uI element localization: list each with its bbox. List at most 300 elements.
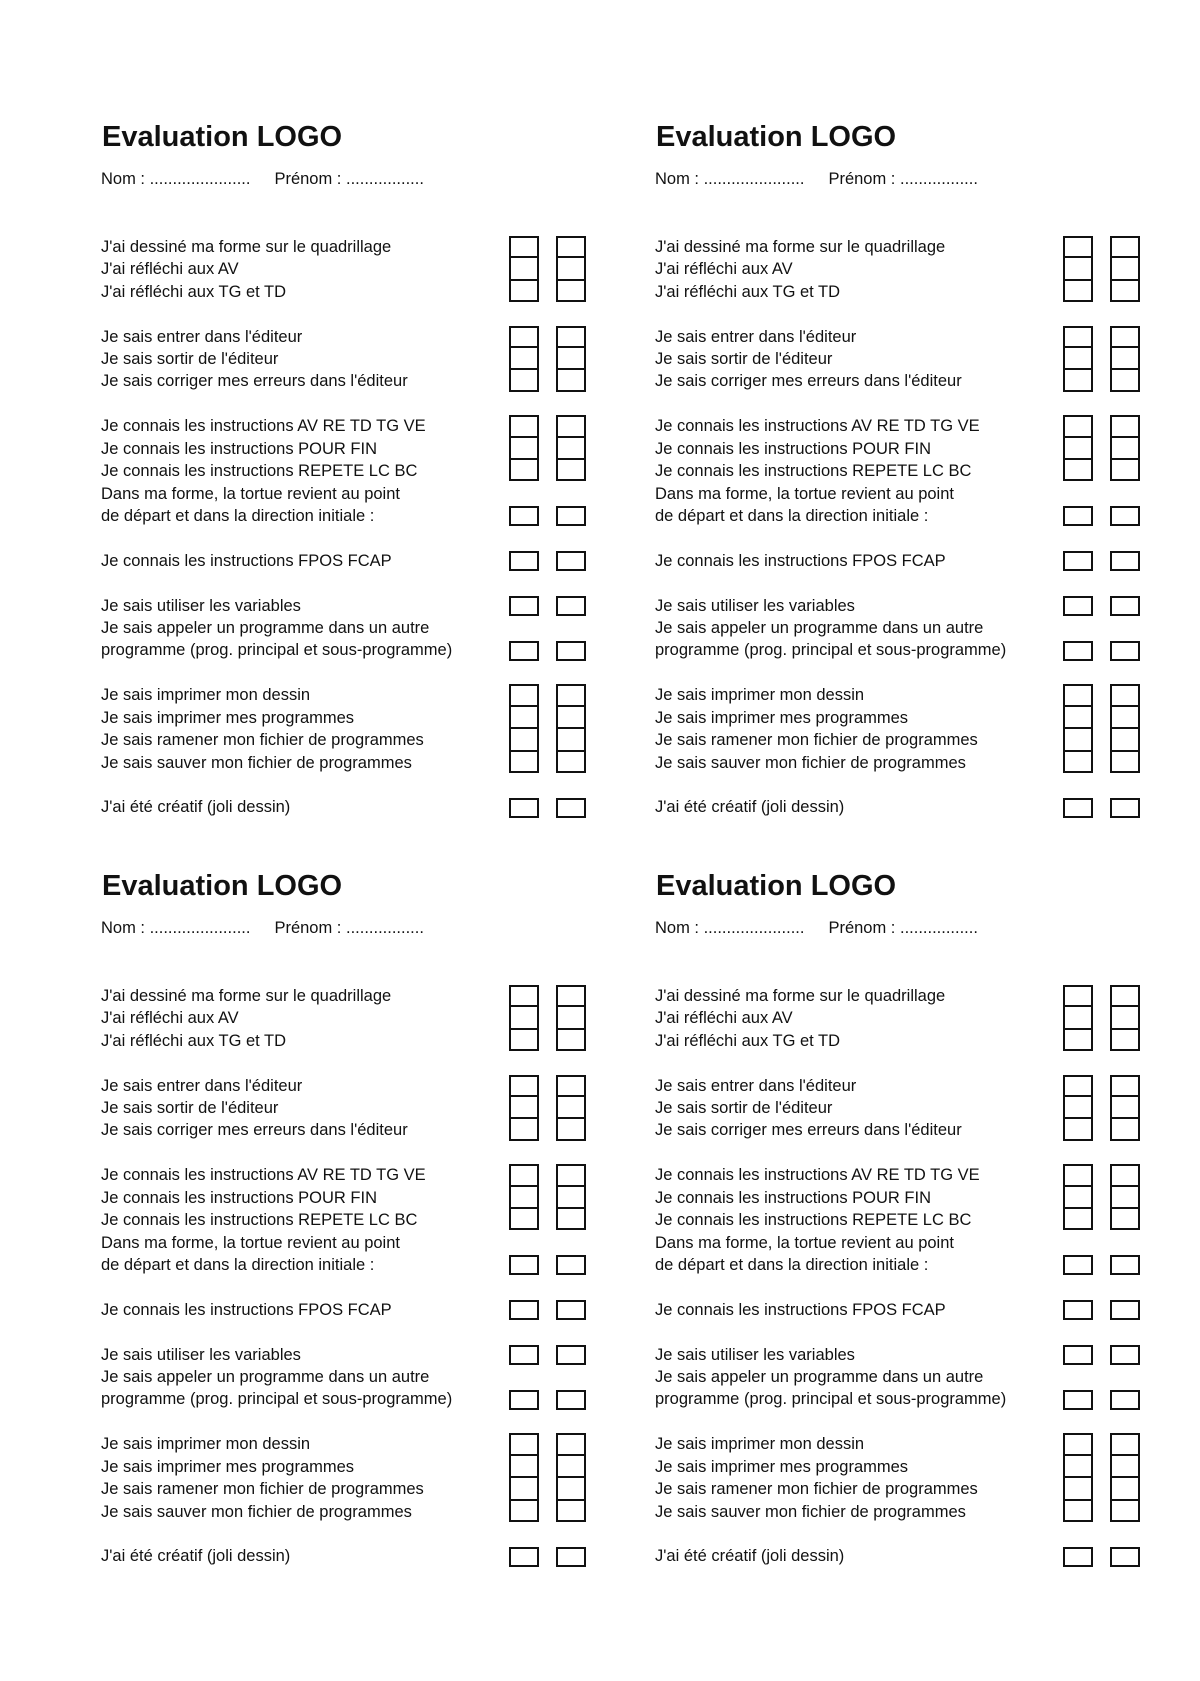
criterion-row: [101, 1007, 621, 1029]
checkbox-teacher[interactable]: [1110, 1478, 1140, 1501]
criterion-label: Dans ma forme, la tortue revient au point: [101, 484, 400, 503]
checkbox-teacher[interactable]: [1110, 1345, 1140, 1365]
checkbox-teacher[interactable]: [556, 1164, 586, 1187]
criterion-row: [101, 460, 621, 482]
checkbox-self[interactable]: [1063, 1007, 1093, 1030]
prenom-field[interactable]: Prénom : .................: [828, 919, 978, 937]
checkbox-teacher[interactable]: [556, 281, 586, 302]
criterion-label: de départ et dans la direction initiale :: [101, 506, 375, 525]
checkbox-self[interactable]: [509, 506, 539, 526]
checkbox-self[interactable]: [1063, 1478, 1093, 1501]
criterion-label: Je sais corriger mes erreurs dans l'éditeur: [101, 1121, 408, 1140]
criterion-label: Je connais les instructions AV RE TD TG VE: [655, 1166, 980, 1185]
criterion-row: [655, 729, 1175, 751]
criterion-row: [101, 985, 621, 1007]
criterion-label: J'ai réfléchi aux TG et TD: [655, 1031, 841, 1050]
checkbox-self[interactable]: [509, 684, 539, 707]
criterion-label: Je connais les instructions REPETE LC BC: [101, 1211, 418, 1230]
criterion-row: [655, 415, 1175, 437]
card-title: Evaluation LOGO: [102, 121, 343, 153]
checkbox-teacher[interactable]: [556, 1030, 586, 1051]
criterion-label: Je sais sauver mon fichier de programmes: [655, 753, 966, 772]
checkbox-self[interactable]: [1063, 1164, 1093, 1187]
criterion-row: [101, 550, 621, 572]
criteria-group: [655, 595, 1175, 662]
criterion-label: Je sais appeler un programme dans un autre: [101, 1368, 430, 1387]
checkbox-self[interactable]: [1063, 1255, 1093, 1275]
checkbox-teacher[interactable]: [1110, 1187, 1140, 1210]
checkbox-self[interactable]: [1063, 641, 1093, 661]
checkbox-self[interactable]: [509, 460, 539, 481]
checkbox-teacher[interactable]: [1110, 1209, 1140, 1230]
criterion-label: Je connais les instructions FPOS FCAP: [655, 1300, 946, 1319]
criterion-label: Je connais les instructions FPOS FCAP: [101, 1300, 392, 1319]
criterion-row: [101, 1209, 621, 1231]
checkbox-teacher[interactable]: [1110, 1097, 1140, 1120]
criterion-label: Je connais les instructions POUR FIN: [655, 1188, 932, 1207]
checkbox-teacher[interactable]: [556, 1478, 586, 1501]
criterion-row: [655, 1187, 1175, 1209]
criterion-label: Je sais corriger mes erreurs dans l'éditeur: [101, 372, 408, 391]
criterion-row: [101, 258, 621, 280]
criterion-row: [101, 326, 621, 348]
criterion-row: [101, 796, 621, 818]
checkbox-teacher[interactable]: [1110, 1119, 1140, 1140]
checkbox-teacher[interactable]: [1110, 707, 1140, 730]
checkbox-teacher[interactable]: [1110, 460, 1140, 481]
criterion-row: [101, 1433, 621, 1455]
criterion-label: Je connais les instructions REPETE LC BC: [655, 1211, 972, 1230]
checkbox-self[interactable]: [509, 1345, 539, 1365]
checkbox-teacher[interactable]: [556, 348, 586, 371]
criterion-row: [655, 505, 1175, 527]
checkbox-self[interactable]: [509, 641, 539, 661]
checkbox-teacher[interactable]: [556, 415, 586, 438]
criterion-row: [101, 1299, 621, 1321]
criteria-group: [101, 326, 621, 393]
checkbox-teacher[interactable]: [556, 1345, 586, 1365]
criterion-row: [655, 985, 1175, 1007]
checkbox-teacher[interactable]: [1110, 684, 1140, 707]
checkbox-teacher[interactable]: [556, 438, 586, 461]
checkbox-teacher[interactable]: [1110, 1075, 1140, 1098]
checkbox-self[interactable]: [509, 729, 539, 752]
name-row: [101, 914, 621, 942]
criterion-label: programme (prog. principal et sous-programme): [101, 641, 453, 660]
checkbox-self[interactable]: [509, 326, 539, 349]
criteria-list: [655, 985, 1175, 1568]
checkbox-self[interactable]: [1063, 460, 1093, 481]
criteria-group: [101, 1545, 621, 1567]
checkbox-self[interactable]: [509, 1500, 539, 1521]
criterion-label: Je sais corriger mes erreurs dans l'éditeur: [655, 372, 962, 391]
criteria-group: [101, 1164, 621, 1276]
checkbox-self[interactable]: [1063, 281, 1093, 302]
criterion-row: [655, 796, 1175, 818]
checkbox-teacher[interactable]: [556, 1300, 586, 1320]
checkbox-teacher[interactable]: [1110, 1255, 1140, 1275]
checkbox-self[interactable]: [509, 1007, 539, 1030]
checkbox-teacher[interactable]: [1110, 326, 1140, 349]
criterion-row: [655, 1007, 1175, 1029]
checkbox-teacher[interactable]: [556, 707, 586, 730]
criterion-row: [101, 1075, 621, 1097]
checkbox-teacher[interactable]: [556, 460, 586, 481]
criterion-row: [655, 1030, 1175, 1052]
criterion-label: Dans ma forme, la tortue revient au point: [655, 1233, 954, 1252]
criterion-row: [655, 281, 1175, 303]
criterion-row: [655, 595, 1175, 617]
checkbox-teacher[interactable]: [556, 729, 586, 752]
criterion-row: [655, 617, 1175, 639]
checkbox-self[interactable]: [1063, 370, 1093, 391]
criterion-label: Je sais imprimer mon dessin: [101, 1435, 311, 1454]
checkbox-self[interactable]: [1063, 1433, 1093, 1456]
criterion-row: [655, 1456, 1175, 1478]
criteria-list: [101, 985, 621, 1568]
nom-field[interactable]: Nom : ......................: [101, 919, 251, 937]
criteria-group: [655, 1299, 1175, 1321]
criterion-row: [655, 1075, 1175, 1097]
checkbox-teacher[interactable]: [556, 985, 586, 1008]
evaluation-card: [655, 117, 1175, 841]
criterion-label: J'ai réfléchi aux AV: [655, 260, 793, 279]
checkbox-teacher[interactable]: [556, 1500, 586, 1521]
checkbox-self[interactable]: [1063, 596, 1093, 616]
criteria-group: [655, 796, 1175, 818]
checkbox-self[interactable]: [1063, 1300, 1093, 1320]
checkbox-self[interactable]: [509, 1456, 539, 1479]
criterion-label: Je sais utiliser les variables: [655, 1345, 855, 1364]
checkbox-self[interactable]: [1063, 551, 1093, 571]
checkbox-teacher[interactable]: [556, 370, 586, 391]
name-row: [655, 165, 1175, 193]
checkbox-self[interactable]: [509, 1300, 539, 1320]
checkbox-teacher[interactable]: [1110, 1547, 1140, 1567]
criterion-label: Je connais les instructions FPOS FCAP: [655, 551, 946, 570]
checkbox-teacher[interactable]: [556, 1433, 586, 1456]
criterion-label: Je sais ramener mon fichier de programmes: [101, 731, 424, 750]
checkbox-teacher[interactable]: [1110, 798, 1140, 818]
criterion-row: [101, 1254, 621, 1276]
criterion-label: de départ et dans la direction initiale :: [101, 1255, 375, 1274]
criterion-row: [655, 258, 1175, 280]
checkbox-teacher[interactable]: [556, 798, 586, 818]
checkbox-teacher[interactable]: [556, 1097, 586, 1120]
criterion-row: [101, 1187, 621, 1209]
criterion-row: [101, 639, 621, 661]
criteria-list: [101, 236, 621, 819]
checkbox-self[interactable]: [1063, 1209, 1093, 1230]
checkbox-teacher[interactable]: [1110, 348, 1140, 371]
criterion-row: [101, 1366, 621, 1388]
prenom-field[interactable]: Prénom : .................: [274, 170, 424, 188]
checkbox-teacher[interactable]: [556, 326, 586, 349]
checkbox-self[interactable]: [509, 1547, 539, 1567]
checkbox-self[interactable]: [509, 1164, 539, 1187]
criteria-group: [655, 236, 1175, 303]
checkbox-self[interactable]: [1063, 1500, 1093, 1521]
checkbox-teacher[interactable]: [1110, 641, 1140, 661]
name-row: [655, 914, 1175, 942]
checkbox-teacher[interactable]: [1110, 506, 1140, 526]
checkbox-teacher[interactable]: [556, 506, 586, 526]
checkbox-self[interactable]: [509, 1209, 539, 1230]
criterion-row: [655, 236, 1175, 258]
criterion-row: [101, 595, 621, 617]
checkbox-teacher[interactable]: [556, 1255, 586, 1275]
checkbox-self[interactable]: [1063, 326, 1093, 349]
checkbox-teacher[interactable]: [556, 1187, 586, 1210]
checkbox-teacher[interactable]: [1110, 1433, 1140, 1456]
criterion-row: [101, 684, 621, 706]
criterion-row: [101, 729, 621, 751]
checkbox-teacher[interactable]: [556, 596, 586, 616]
checkbox-self[interactable]: [509, 348, 539, 371]
checkbox-self[interactable]: [509, 596, 539, 616]
checkbox-self[interactable]: [1063, 236, 1093, 259]
criterion-row: [655, 1097, 1175, 1119]
name-row: [101, 165, 621, 193]
checkbox-self[interactable]: [1063, 729, 1093, 752]
checkbox-teacher[interactable]: [1110, 1456, 1140, 1479]
criterion-row: [101, 1030, 621, 1052]
checkbox-self[interactable]: [1063, 506, 1093, 526]
criteria-group: [655, 684, 1175, 774]
criterion-label: de départ et dans la direction initiale :: [655, 1255, 929, 1274]
criterion-label: Je sais entrer dans l'éditeur: [655, 1076, 857, 1095]
checkbox-self[interactable]: [1063, 751, 1093, 772]
checkbox-teacher[interactable]: [1110, 415, 1140, 438]
criterion-label: Je sais utiliser les variables: [101, 596, 301, 615]
nom-field[interactable]: Nom : ......................: [655, 170, 805, 188]
criterion-label: Je connais les instructions FPOS FCAP: [101, 551, 392, 570]
checkbox-teacher[interactable]: [556, 551, 586, 571]
card-title: Evaluation LOGO: [656, 870, 897, 902]
checkbox-teacher[interactable]: [556, 1547, 586, 1567]
checkbox-self[interactable]: [509, 551, 539, 571]
checkbox-self[interactable]: [509, 415, 539, 438]
checkbox-self[interactable]: [509, 438, 539, 461]
criteria-group: [655, 1075, 1175, 1142]
checkbox-self[interactable]: [1063, 348, 1093, 371]
checkbox-teacher[interactable]: [1110, 751, 1140, 772]
criterion-row: [655, 370, 1175, 392]
criterion-label: Je sais utiliser les variables: [655, 596, 855, 615]
nom-field[interactable]: Nom : ......................: [655, 919, 805, 937]
criterion-label: J'ai été créatif (joli dessin): [655, 1547, 845, 1566]
checkbox-self[interactable]: [1063, 684, 1093, 707]
criteria-group: [655, 1164, 1175, 1276]
checkbox-self[interactable]: [1063, 707, 1093, 730]
checkbox-self[interactable]: [509, 985, 539, 1008]
checkbox-self[interactable]: [509, 1390, 539, 1410]
checkbox-self[interactable]: [1063, 258, 1093, 281]
checkbox-teacher[interactable]: [1110, 1390, 1140, 1410]
checkbox-teacher[interactable]: [1110, 551, 1140, 571]
checkbox-teacher[interactable]: [556, 236, 586, 259]
checkbox-teacher[interactable]: [556, 1007, 586, 1030]
criterion-label: Dans ma forme, la tortue revient au point: [101, 1233, 400, 1252]
criterion-row: [101, 1232, 621, 1254]
criteria-group: [655, 326, 1175, 393]
card-title: Evaluation LOGO: [656, 121, 897, 153]
criterion-row: [655, 684, 1175, 706]
checkbox-teacher[interactable]: [1110, 729, 1140, 752]
criterion-label: J'ai réfléchi aux TG et TD: [101, 1031, 287, 1050]
prenom-field[interactable]: Prénom : .................: [828, 170, 978, 188]
criterion-label: Je sais imprimer mes programmes: [101, 1457, 355, 1476]
checkbox-self[interactable]: [509, 751, 539, 772]
criterion-label: Je connais les instructions POUR FIN: [101, 1188, 378, 1207]
criterion-row: [655, 1232, 1175, 1254]
criterion-row: [655, 438, 1175, 460]
checkbox-teacher[interactable]: [1110, 1030, 1140, 1051]
checkbox-teacher[interactable]: [1110, 370, 1140, 391]
checkbox-self[interactable]: [509, 1433, 539, 1456]
criterion-row: [101, 236, 621, 258]
criterion-label: Je connais les instructions REPETE LC BC: [101, 462, 418, 481]
checkbox-self[interactable]: [509, 1255, 539, 1275]
criteria-group: [655, 415, 1175, 527]
criterion-row: [655, 483, 1175, 505]
checkbox-self[interactable]: [509, 1030, 539, 1051]
checkbox-teacher[interactable]: [1110, 596, 1140, 616]
criterion-label: Je connais les instructions POUR FIN: [101, 439, 378, 458]
criteria-group: [655, 985, 1175, 1052]
criterion-row: [655, 1209, 1175, 1231]
checkbox-teacher[interactable]: [1110, 438, 1140, 461]
criterion-label: J'ai dessiné ma forme sur le quadrillage: [655, 238, 946, 256]
checkbox-self[interactable]: [509, 1478, 539, 1501]
criterion-label: J'ai réfléchi aux AV: [101, 1009, 239, 1028]
nom-field[interactable]: Nom : ......................: [101, 170, 251, 188]
checkbox-self[interactable]: [1063, 985, 1093, 1008]
checkbox-teacher[interactable]: [1110, 1300, 1140, 1320]
checkbox-teacher[interactable]: [556, 641, 586, 661]
criteria-group: [101, 415, 621, 527]
criteria-list: [655, 236, 1175, 819]
criterion-label: Dans ma forme, la tortue revient au point: [655, 484, 954, 503]
checkbox-self[interactable]: [1063, 798, 1093, 818]
criterion-label: Je sais ramener mon fichier de programmes: [655, 1480, 978, 1499]
checkbox-self[interactable]: [1063, 1345, 1093, 1365]
criterion-label: Je sais appeler un programme dans un autre: [101, 619, 430, 638]
criterion-row: [101, 415, 621, 437]
criterion-label: Je sais appeler un programme dans un autre: [655, 1368, 984, 1387]
criterion-row: [655, 1433, 1175, 1455]
checkbox-self[interactable]: [1063, 1097, 1093, 1120]
checkbox-teacher[interactable]: [556, 684, 586, 707]
checkbox-teacher[interactable]: [556, 258, 586, 281]
criterion-row: [101, 1119, 621, 1141]
checkbox-self[interactable]: [509, 281, 539, 302]
checkbox-teacher[interactable]: [556, 1456, 586, 1479]
checkbox-teacher[interactable]: [1110, 236, 1140, 259]
checkbox-self[interactable]: [509, 258, 539, 281]
criterion-label: Je sais imprimer mon dessin: [655, 686, 865, 705]
criterion-row: [655, 1545, 1175, 1567]
checkbox-teacher[interactable]: [556, 1075, 586, 1098]
criterion-row: [655, 550, 1175, 572]
criterion-row: [655, 1344, 1175, 1366]
criterion-label: Je sais entrer dans l'éditeur: [101, 1076, 303, 1095]
criterion-label: J'ai été créatif (joli dessin): [655, 798, 845, 817]
evaluation-card: [101, 866, 621, 1590]
checkbox-teacher[interactable]: [556, 1119, 586, 1140]
checkbox-teacher[interactable]: [556, 1209, 586, 1230]
checkbox-teacher[interactable]: [1110, 258, 1140, 281]
checkbox-self[interactable]: [1063, 1075, 1093, 1098]
checkbox-self[interactable]: [509, 1187, 539, 1210]
checkbox-teacher[interactable]: [1110, 281, 1140, 302]
checkbox-self[interactable]: [509, 370, 539, 391]
checkbox-teacher[interactable]: [1110, 1500, 1140, 1521]
checkbox-self[interactable]: [1063, 415, 1093, 438]
criterion-row: [655, 752, 1175, 774]
criterion-row: [101, 348, 621, 370]
checkbox-self[interactable]: [1063, 1456, 1093, 1479]
criteria-group: [101, 1075, 621, 1142]
criterion-label: Je sais entrer dans l'éditeur: [101, 327, 303, 346]
checkbox-teacher[interactable]: [556, 751, 586, 772]
criterion-row: [655, 460, 1175, 482]
checkbox-teacher[interactable]: [556, 1390, 586, 1410]
checkbox-self[interactable]: [509, 236, 539, 259]
criterion-label: Je sais sortir de l'éditeur: [655, 350, 833, 369]
criterion-label: Je sais imprimer mes programmes: [101, 708, 355, 727]
criterion-row: [101, 1097, 621, 1119]
criterion-label: Je sais corriger mes erreurs dans l'éditeur: [655, 1121, 962, 1140]
criterion-label: Je sais sortir de l'éditeur: [655, 1099, 833, 1118]
criterion-label: Je sais ramener mon fichier de programmes: [101, 1480, 424, 1499]
prenom-field[interactable]: Prénom : .................: [274, 919, 424, 937]
criterion-label: J'ai été créatif (joli dessin): [101, 798, 291, 817]
checkbox-teacher[interactable]: [1110, 1164, 1140, 1187]
checkbox-teacher[interactable]: [1110, 1007, 1140, 1030]
criterion-row: [655, 1254, 1175, 1276]
checkbox-self[interactable]: [1063, 1390, 1093, 1410]
checkbox-self[interactable]: [1063, 438, 1093, 461]
checkbox-self[interactable]: [509, 707, 539, 730]
criterion-row: [655, 1366, 1175, 1388]
criterion-label: J'ai dessiné ma forme sur le quadrillage: [655, 987, 946, 1005]
checkbox-teacher[interactable]: [1110, 985, 1140, 1008]
criterion-row: [655, 1164, 1175, 1186]
criterion-label: Je sais ramener mon fichier de programmes: [655, 731, 978, 750]
criteria-group: [655, 1344, 1175, 1411]
checkbox-self[interactable]: [509, 1097, 539, 1120]
checkbox-self[interactable]: [1063, 1547, 1093, 1567]
criteria-group: [101, 1344, 621, 1411]
checkbox-self[interactable]: [1063, 1187, 1093, 1210]
criterion-row: [101, 617, 621, 639]
criterion-label: Je sais sauver mon fichier de programmes: [101, 1502, 412, 1521]
checkbox-self[interactable]: [509, 1075, 539, 1098]
checkbox-self[interactable]: [509, 798, 539, 818]
criterion-row: [101, 1344, 621, 1366]
criterion-label: Je sais entrer dans l'éditeur: [655, 327, 857, 346]
criterion-label: Je sais imprimer mon dessin: [655, 1435, 865, 1454]
criterion-row: [101, 1388, 621, 1410]
checkbox-self[interactable]: [509, 1119, 539, 1140]
card-title: Evaluation LOGO: [102, 870, 343, 902]
criteria-group: [655, 1433, 1175, 1523]
checkbox-self[interactable]: [1063, 1119, 1093, 1140]
criterion-row: [101, 1545, 621, 1567]
criterion-label: programme (prog. principal et sous-programme): [655, 1390, 1007, 1409]
checkbox-self[interactable]: [1063, 1030, 1093, 1051]
